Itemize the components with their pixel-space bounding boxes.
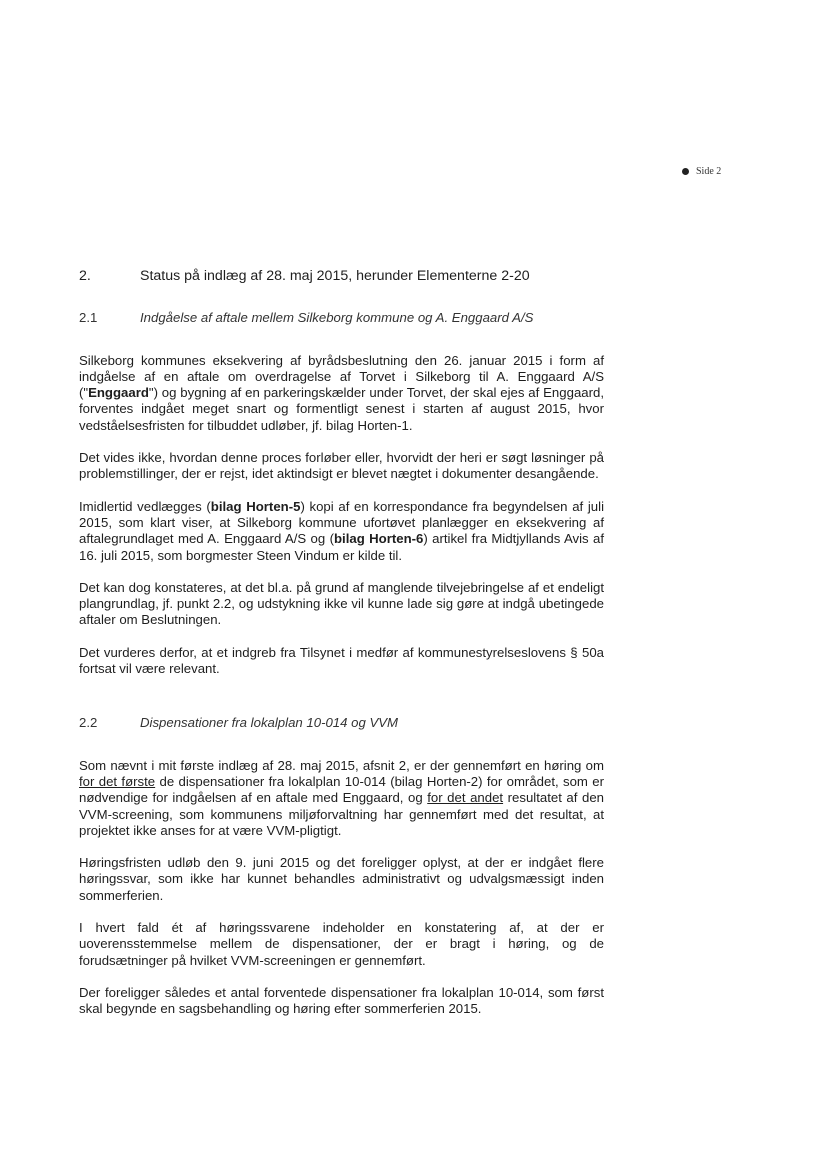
subsection-heading-2-1 [79, 310, 604, 326]
bullet-icon [682, 168, 689, 175]
paragraph: Der foreligger således et antal forventede dispensationer fra lokalplan 10-014, som først skal begynde en sagsbehandling og høring efter sommerferien 2015. [79, 984, 604, 1017]
paragraph: Silkeborg kommunes eksekvering af byrådsbeslutning den 26. januar 2015 i form af indgåelse af en aftale om overdragelse af Torvet i Silkeborg til A. Enggaard A/S ("Enggaard") og bygning af en parkeringskælder under Torvet, der skal ejes af Enggaard, forventes indgået meget snart og formentligt senest i starten af august 2015, hvor vedståelsesfristen for tilbuddet udløber, jf. bilag Horten-1. [79, 352, 604, 433]
paragraph: Det vurderes derfor, at et indgreb fra Tilsynet i medfør af kommunestyrelseslovens § 50a fortsat vil være relevant. [79, 644, 604, 677]
bold-reference: bilag Horten-5 [210, 498, 301, 514]
subsection-title: Dispensationer fra lokalplan 10-014 og VVM [140, 715, 399, 731]
bold-term: Enggaard [88, 385, 149, 401]
section-number: 2. [79, 268, 91, 284]
page-number-label: Side 2 [696, 166, 722, 177]
paragraph: Det vides ikke, hvordan denne proces forløber eller, hvorvidt der heri er søgt løsninger på problemstillinger, der er rejst, idet aktindsigt er blevet nægtet i dokumenter desangående. [79, 450, 604, 482]
paragraph: Imidlertid vedlægges (bilag Horten-5) kopi af en korrespondance fra begyndelsen af juli 2015, som klart viser, at Silkeborg kommune ufortøvet planlægger en eksekvering af aftalegrundlaget med A. Enggaard A/S og (bilag Horten-6) artikel fra Midtjyllands Avis af 16. juli 2015, som borgmester Steen Vindum er kilde til. [79, 498, 605, 563]
bold-reference: bilag Horten-6 [333, 531, 424, 547]
underlined-phrase: for det første [79, 773, 156, 789]
paragraph: I hvert fald ét af høringssvarene indeholder en konstatering af, at der er uoverensstemmelse mellem de dispensationer, der er bragt i høring, og de forudsætninger på hvilket VVM-screeningen er gennemført. [79, 920, 604, 968]
section-title: Status på indlæg af 28. maj 2015, herunder Elementerne 2-20 [140, 268, 530, 284]
subsection-number: 2.1 [79, 310, 98, 326]
underlined-phrase: for det andet [427, 790, 504, 806]
subsection-heading-2-2 [79, 715, 604, 731]
paragraph: Det kan dog konstateres, at det bl.a. på grund af manglende tilvejebringelse af et endeligt plangrundlag, jf. punkt 2.2, og udstykning ikke vil kunne lade sig gøre at indgå ubetingede aftaler om Beslutningen. [79, 579, 604, 628]
paragraph: Som nævnt i mit første indlæg af 28. maj 2015, afsnit 2, er der gennemført en høring om for det første de dispensationer fra lokalplan 10-014 (bilag Horten-2) for området, som er nødvendige for indgåelsen af en aftale med Enggaard, og for det andet resultatet af den VVM-screening, som kommunens miljøforvaltning har gennemført med det resultat, at projektet ikke anses for at være VVM-pligtigt. [79, 757, 604, 838]
subsection-title: Indgåelse af aftale mellem Silkeborg kommune og A. Enggaard A/S [140, 310, 534, 326]
page-number [682, 166, 721, 177]
paragraph: Høringsfristen udløb den 9. juni 2015 og det foreligger oplyst, at der er indgået flere høringssvar, som ikke har kunnet behandles administrativt og udvalgsmæssigt inden sommerferien. [79, 855, 604, 903]
subsection-number: 2.2 [79, 715, 98, 731]
document-body [79, 268, 604, 1034]
section-heading [79, 268, 604, 284]
